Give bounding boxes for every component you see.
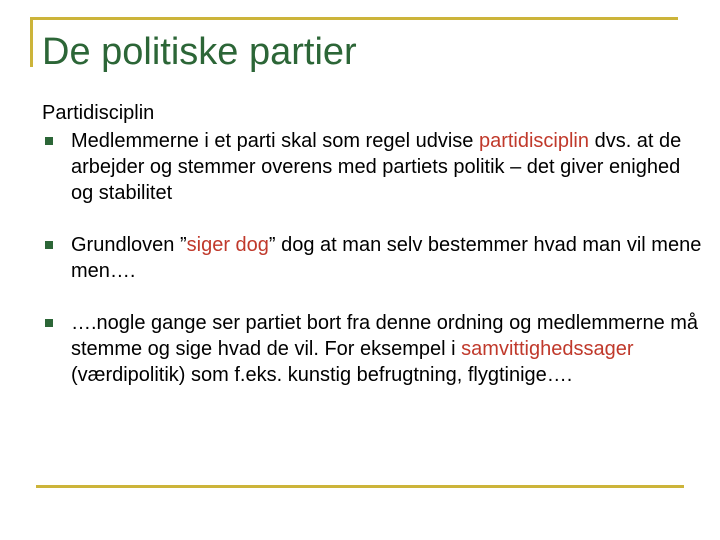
bottom-rule <box>36 485 684 488</box>
highlight-term: partidisciplin <box>478 130 590 152</box>
left-rule <box>30 17 33 67</box>
highlight-term: siger dog <box>186 234 269 256</box>
bullet-text: ….nogle gange ser partiet bort fra denne ordning og medlemmerne må stemme og sige hvad de vil. For eksempel i <box>71 312 699 360</box>
bullet-text: Medlemmerne i et parti skal som regel udvise <box>71 130 479 152</box>
bullet-text: dvs. at de arbejder og stemmer overens med partiets politik – det giver enighed og stabilitet <box>71 130 682 204</box>
square-bullet-icon <box>45 137 53 145</box>
bullet-list <box>42 128 702 388</box>
square-bullet-icon <box>45 241 53 249</box>
slide-body <box>42 100 702 414</box>
bullet-item-constitution <box>42 232 702 284</box>
bullet-text: ” dog at man selv bestemmer hvad man vil mene men…. <box>71 234 702 282</box>
bullet-text: Grundloven ” <box>71 234 187 256</box>
top-rule <box>30 17 678 20</box>
bullet-text: (værdipolitik) som f.eks. kunstig befrugtning, flygtinige…. <box>71 364 573 386</box>
section-heading: Partidisciplin <box>42 102 155 124</box>
slide-title: De politiske partier <box>42 31 357 73</box>
square-bullet-icon <box>45 319 53 327</box>
bullet-item-conscience <box>42 310 702 388</box>
bullet-item-discipline <box>42 128 702 206</box>
highlight-term: samvittighedssager <box>461 338 634 360</box>
